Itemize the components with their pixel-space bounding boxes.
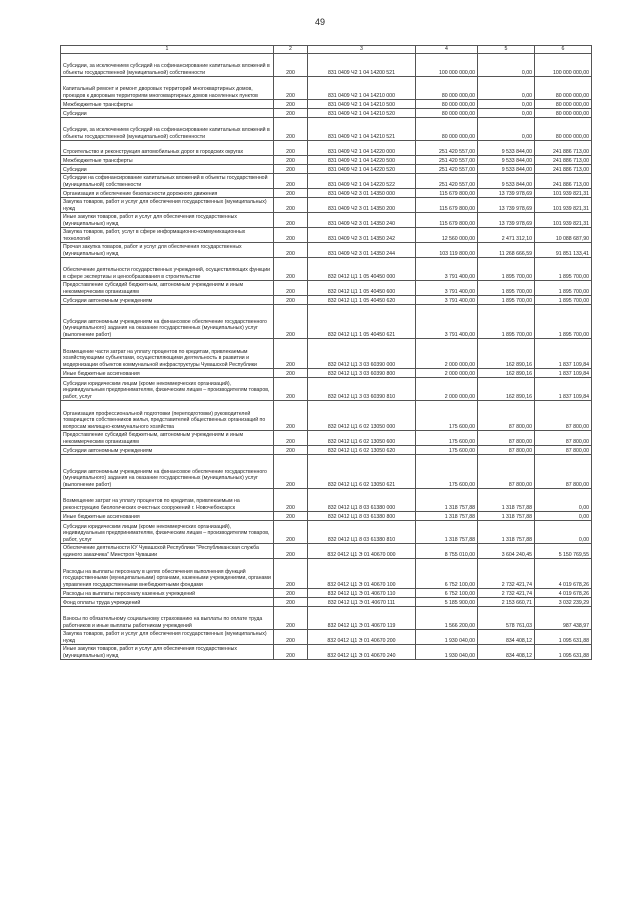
row-executed-cell: 0,00 — [478, 109, 535, 118]
row-code-cell: 832 0412 Ц1 6 02 13050 600 — [308, 431, 416, 446]
row-remainder-cell: 0,00 — [535, 489, 592, 512]
row-name-cell: Субсидии автономным учреждениям на финансовое обеспечение государственного (муниципального) задания на оказание государственных (муниципальных) услуг (выполнение работ) — [61, 455, 274, 489]
table-row — [61, 54, 592, 77]
row-name-cell: Организация и обеспечение безопасности дорожного движения — [61, 189, 274, 198]
row-code-cell: 832 0412 Ц1 8 03 61380 810 — [308, 521, 416, 544]
row-planned-cell: 251 420 557,00 — [416, 141, 478, 156]
row-group-cell: 200 — [274, 281, 308, 296]
page-number: 49 — [314, 17, 325, 27]
row-name-cell: Иные бюджетные ассигнования — [61, 369, 274, 378]
table-row — [61, 369, 592, 378]
row-executed-cell: 834 408,12 — [478, 630, 535, 645]
row-remainder-cell: 101 939 821,31 — [535, 213, 592, 228]
row-executed-cell: 162 890,16 — [478, 369, 535, 378]
row-name-cell: Возмещение затрат на уплату процентов по кредитам, привлекаемым на реконструкцию биологических очистных сооружений г. Новочебоксарск — [61, 489, 274, 512]
row-group-cell: 200 — [274, 296, 308, 305]
row-name-cell: Обеспечение деятельности КУ Чувашской Республики "Республиканская служба единого заказчика" Минстроя Чувашии — [61, 544, 274, 559]
row-code-cell: 832 0412 Ц1 Э 01 40670 110 — [308, 589, 416, 598]
row-executed-cell: 0,00 — [478, 100, 535, 109]
row-planned-cell: 2 000 000,00 — [416, 369, 478, 378]
row-remainder-cell: 241 886 713,00 — [535, 174, 592, 189]
row-code-cell: 832 0412 Ц1 Э 01 40670 100 — [308, 559, 416, 589]
row-code-cell: 831 0409 Ч2 3 01 14350 000 — [308, 189, 416, 198]
row-executed-cell: 9 533 844,00 — [478, 141, 535, 156]
row-group-cell: 200 — [274, 401, 308, 431]
row-remainder-cell: 80 000 000,00 — [535, 100, 592, 109]
column-header: 1 — [61, 46, 274, 54]
row-group-cell: 200 — [274, 645, 308, 660]
row-executed-cell: 2 732 421,74 — [478, 559, 535, 589]
row-code-cell: 832 0412 Ц1 1 05 40450 000 — [308, 258, 416, 281]
row-code-cell: 831 0409 Ч2 3 01 14350 200 — [308, 198, 416, 213]
row-name-cell: Иные бюджетные ассигнования — [61, 512, 274, 521]
row-name-cell: Межбюджетные трансферты — [61, 100, 274, 109]
row-group-cell: 200 — [274, 512, 308, 521]
row-executed-cell: 87 800,00 — [478, 431, 535, 446]
row-group-cell: 200 — [274, 189, 308, 198]
row-name-cell: Капитальный ремонт и ремонт дворовых территорий многоквартирных домов, проездов к дворовым территориям многоквартирных домов населенных пунктов — [61, 77, 274, 100]
row-executed-cell: 1 318 757,88 — [478, 489, 535, 512]
table-row — [61, 174, 592, 189]
row-code-cell: 832 0412 Ц1 Э 01 40670 119 — [308, 607, 416, 630]
row-remainder-cell: 87 800,00 — [535, 401, 592, 431]
row-code-cell: 832 0412 Ц1 8 03 61380 800 — [308, 512, 416, 521]
row-planned-cell: 115 679 800,00 — [416, 198, 478, 213]
row-remainder-cell: 4 019 678,26 — [535, 589, 592, 598]
row-remainder-cell: 241 886 713,00 — [535, 165, 592, 174]
table-row — [61, 100, 592, 109]
row-group-cell: 200 — [274, 455, 308, 489]
row-planned-cell: 175 600,00 — [416, 455, 478, 489]
row-code-cell: 831 0409 Ч2 1 04 14220 522 — [308, 174, 416, 189]
table-row — [61, 589, 592, 598]
row-code-cell: 832 0412 Ц1 Э 01 40670 200 — [308, 630, 416, 645]
row-name-cell: Строительство и реконструкция автомобильных дорог в городских округах — [61, 141, 274, 156]
table-row — [61, 156, 592, 165]
row-code-cell: 832 0412 Ц1 3 03 60390 810 — [308, 378, 416, 401]
row-code-cell: 831 0409 Ч2 1 04 14210 520 — [308, 109, 416, 118]
row-name-cell: Возмещение части затрат на уплату процентов по кредитам, привлекаемым хозяйствующими субъектами, осуществляющими деятельность в развитии и модернизации объектов коммунальной инфраструктуры Чувашской Республики — [61, 339, 274, 369]
table-row — [61, 559, 592, 589]
row-executed-cell: 0,00 — [478, 54, 535, 77]
row-remainder-cell: 3 032 239,29 — [535, 598, 592, 607]
row-planned-cell: 251 420 557,00 — [416, 165, 478, 174]
row-remainder-cell: 1 837 109,84 — [535, 339, 592, 369]
row-planned-cell: 103 119 800,00 — [416, 243, 478, 258]
row-planned-cell: 80 000 000,00 — [416, 77, 478, 100]
row-remainder-cell: 91 851 133,41 — [535, 243, 592, 258]
row-planned-cell: 1 318 757,88 — [416, 521, 478, 544]
row-remainder-cell: 1 095 631,88 — [535, 645, 592, 660]
row-executed-cell: 1 895 700,00 — [478, 305, 535, 339]
row-group-cell: 200 — [274, 446, 308, 455]
row-group-cell: 200 — [274, 156, 308, 165]
row-executed-cell: 13 739 978,69 — [478, 198, 535, 213]
row-name-cell: Расходы на выплаты персоналу в целях обеспечения выполнения функций государственными (муниципальными) органами, казенными учреждениями, органами управления государственными внебюджетными фондами — [61, 559, 274, 589]
row-code-cell: 831 0409 Ч2 1 04 14200 521 — [308, 54, 416, 77]
row-group-cell: 200 — [274, 630, 308, 645]
row-executed-cell: 2 732 421,74 — [478, 589, 535, 598]
row-group-cell: 200 — [274, 109, 308, 118]
row-group-cell: 200 — [274, 369, 308, 378]
row-planned-cell: 5 185 900,00 — [416, 598, 478, 607]
table-row — [61, 489, 592, 512]
table-row — [61, 243, 592, 258]
row-remainder-cell: 5 150 769,55 — [535, 544, 592, 559]
column-header: 2 — [274, 46, 308, 54]
row-code-cell: 832 0412 Ц1 3 03 60390 000 — [308, 339, 416, 369]
row-group-cell: 200 — [274, 607, 308, 630]
table-row — [61, 521, 592, 544]
row-name-cell: Прочая закупка товаров, работ и услуг для обеспечения государственных (муниципальных) нужд — [61, 243, 274, 258]
row-executed-cell: 1 318 757,88 — [478, 521, 535, 544]
row-name-cell: Организация профессиональной подготовки (переподготовки) руководителей товариществ собственников жилья, представителей общественных организаций по вопросам жилищно-коммунального хозяйства — [61, 401, 274, 431]
row-group-cell: 200 — [274, 174, 308, 189]
row-remainder-cell: 1 095 631,88 — [535, 630, 592, 645]
row-remainder-cell: 0,00 — [535, 521, 592, 544]
row-group-cell: 200 — [274, 489, 308, 512]
row-name-cell: Субсидии, за исключением субсидий на софинансирование капитальных вложений в объекты государственной (муниципальной) собственности — [61, 54, 274, 77]
row-name-cell: Предоставление субсидий бюджетным, автономным учреждениям и иным некоммерческим организациям — [61, 281, 274, 296]
row-group-cell: 200 — [274, 544, 308, 559]
row-name-cell: Обеспечение деятельности государственных учреждений, осуществляющих функции в сфере экспертизы и ценообразования в строительстве — [61, 258, 274, 281]
row-planned-cell: 1 318 757,88 — [416, 489, 478, 512]
row-code-cell: 832 0412 Ц1 Э 01 40670 111 — [308, 598, 416, 607]
row-planned-cell: 3 791 400,00 — [416, 281, 478, 296]
row-planned-cell: 1 318 757,88 — [416, 512, 478, 521]
row-code-cell: 831 0409 Ч2 1 04 14220 000 — [308, 141, 416, 156]
row-group-cell: 200 — [274, 521, 308, 544]
table-row — [61, 258, 592, 281]
table-row — [61, 198, 592, 213]
row-code-cell: 832 0412 Ц1 3 03 60390 800 — [308, 369, 416, 378]
row-planned-cell: 2 000 000,00 — [416, 378, 478, 401]
row-remainder-cell: 1 895 700,00 — [535, 296, 592, 305]
column-header: 5 — [478, 46, 535, 54]
row-executed-cell: 9 533 844,00 — [478, 174, 535, 189]
row-planned-cell: 2 000 000,00 — [416, 339, 478, 369]
row-group-cell: 200 — [274, 213, 308, 228]
row-group-cell: 200 — [274, 141, 308, 156]
row-group-cell: 200 — [274, 77, 308, 100]
table-row — [61, 446, 592, 455]
row-name-cell: Закупка товаров, работ, услуг в сфере информационно-коммуникационных технологий — [61, 228, 274, 243]
row-planned-cell: 3 791 400,00 — [416, 296, 478, 305]
row-remainder-cell: 0,00 — [535, 512, 592, 521]
row-code-cell: 832 0412 Ц1 1 05 40450 620 — [308, 296, 416, 305]
column-header: 3 — [308, 46, 416, 54]
row-remainder-cell: 101 939 821,31 — [535, 198, 592, 213]
table-row — [61, 305, 592, 339]
row-remainder-cell: 87 800,00 — [535, 455, 592, 489]
row-executed-cell: 0,00 — [478, 77, 535, 100]
row-executed-cell: 87 800,00 — [478, 401, 535, 431]
row-executed-cell: 13 739 978,69 — [478, 189, 535, 198]
table-row — [61, 141, 592, 156]
table-row — [61, 118, 592, 141]
row-name-cell: Закупка товаров, работ и услуг для обеспечения государственных (муниципальных) нужд — [61, 198, 274, 213]
row-name-cell: Субсидии автономным учреждениям — [61, 296, 274, 305]
row-name-cell: Иные закупки товаров, работ и услуг для обеспечения государственных (муниципальных) нужд — [61, 645, 274, 660]
row-group-cell: 200 — [274, 378, 308, 401]
row-group-cell: 200 — [274, 165, 308, 174]
row-name-cell: Закупка товаров, работ и услуг для обеспечения государственных (муниципальных) нужд — [61, 630, 274, 645]
row-executed-cell: 578 761,03 — [478, 607, 535, 630]
row-code-cell: 831 0409 Ч2 1 04 14210 000 — [308, 77, 416, 100]
row-code-cell: 832 0412 Ц1 1 05 40450 621 — [308, 305, 416, 339]
row-planned-cell: 251 420 557,00 — [416, 174, 478, 189]
row-planned-cell: 80 000 000,00 — [416, 109, 478, 118]
row-executed-cell: 9 533 844,00 — [478, 156, 535, 165]
table-row — [61, 512, 592, 521]
table-row — [61, 281, 592, 296]
row-code-cell: 832 0412 Ц1 Э 01 40670 240 — [308, 645, 416, 660]
row-planned-cell: 1 930 040,00 — [416, 645, 478, 660]
row-name-cell: Субсидии автономным учреждениям — [61, 446, 274, 455]
row-executed-cell: 3 604 240,45 — [478, 544, 535, 559]
row-name-cell: Фонд оплаты труда учреждений — [61, 598, 274, 607]
row-executed-cell: 87 800,00 — [478, 446, 535, 455]
row-planned-cell: 8 755 010,00 — [416, 544, 478, 559]
row-code-cell: 831 0409 Ч2 1 04 14220 500 — [308, 156, 416, 165]
row-code-cell: 831 0409 Ч2 3 01 14350 240 — [308, 213, 416, 228]
row-executed-cell: 13 739 978,69 — [478, 213, 535, 228]
table-row — [61, 455, 592, 489]
row-code-cell: 832 0412 Ц1 6 02 13050 621 — [308, 455, 416, 489]
row-planned-cell: 6 752 100,00 — [416, 559, 478, 589]
row-executed-cell: 87 800,00 — [478, 455, 535, 489]
row-planned-cell: 6 752 100,00 — [416, 589, 478, 598]
table-row — [61, 228, 592, 243]
table-row — [61, 607, 592, 630]
row-name-cell: Иные закупки товаров, работ и услуг для обеспечения государственных (муниципальных) нужд — [61, 213, 274, 228]
table-row — [61, 630, 592, 645]
row-planned-cell: 175 600,00 — [416, 446, 478, 455]
row-remainder-cell: 87 800,00 — [535, 446, 592, 455]
row-group-cell: 200 — [274, 228, 308, 243]
column-header: 4 — [416, 46, 478, 54]
table-row — [61, 598, 592, 607]
row-planned-cell: 175 600,00 — [416, 431, 478, 446]
row-name-cell: Субсидии юридическим лицам (кроме некоммерческих организаций), индивидуальным предпринимателям, физическим лицам – производителям товаров, работ, услуг — [61, 378, 274, 401]
row-executed-cell: 834 408,12 — [478, 645, 535, 660]
row-group-cell: 200 — [274, 559, 308, 589]
row-group-cell: 200 — [274, 431, 308, 446]
row-group-cell: 200 — [274, 118, 308, 141]
row-planned-cell: 115 679 800,00 — [416, 213, 478, 228]
row-code-cell: 832 0412 Ц1 6 02 13050 000 — [308, 401, 416, 431]
row-planned-cell: 1 566 200,00 — [416, 607, 478, 630]
row-remainder-cell: 80 000 000,00 — [535, 118, 592, 141]
row-name-cell: Субсидии автономным учреждениям на финансовое обеспечение государственного (муниципального) задания на оказание государственных (муниципальных) услуг (выполнение работ) — [61, 305, 274, 339]
row-remainder-cell: 987 438,97 — [535, 607, 592, 630]
row-remainder-cell: 241 886 713,00 — [535, 141, 592, 156]
table-row — [61, 213, 592, 228]
row-planned-cell: 80 000 000,00 — [416, 100, 478, 109]
row-group-cell: 200 — [274, 339, 308, 369]
row-name-cell: Расходы на выплаты персоналу казенных учреждений — [61, 589, 274, 598]
table-row — [61, 431, 592, 446]
row-planned-cell: 251 420 557,00 — [416, 156, 478, 165]
row-executed-cell: 9 533 844,00 — [478, 165, 535, 174]
row-remainder-cell: 10 088 687,90 — [535, 228, 592, 243]
row-remainder-cell: 80 000 000,00 — [535, 77, 592, 100]
column-number-row — [61, 46, 592, 54]
row-group-cell: 200 — [274, 243, 308, 258]
table-row — [61, 296, 592, 305]
table-row — [61, 645, 592, 660]
table-row — [61, 189, 592, 198]
row-code-cell: 831 0409 Ч2 3 01 14350 244 — [308, 243, 416, 258]
row-name-cell: Взносы по обязательному социальному страхованию на выплаты по оплате труда работников и иные выплаты работникам учреждений — [61, 607, 274, 630]
row-code-cell: 832 0412 Ц1 8 03 61380 000 — [308, 489, 416, 512]
column-header: 6 — [535, 46, 592, 54]
row-group-cell: 200 — [274, 598, 308, 607]
row-remainder-cell: 1 837 109,84 — [535, 369, 592, 378]
row-name-cell: Субсидии юридическим лицам (кроме некоммерческих организаций), индивидуальным предпринимателям, физическим лицам – производителям товаров, работ, услуг — [61, 521, 274, 544]
row-remainder-cell: 1 895 700,00 — [535, 281, 592, 296]
row-remainder-cell: 1 895 700,00 — [535, 258, 592, 281]
table-row — [61, 544, 592, 559]
row-planned-cell: 100 000 000,00 — [416, 54, 478, 77]
row-executed-cell: 2 471 312,10 — [478, 228, 535, 243]
row-executed-cell: 1 318 757,88 — [478, 512, 535, 521]
row-code-cell: 832 0412 Ц1 Э 01 40670 000 — [308, 544, 416, 559]
row-code-cell: 832 0412 Ц1 6 02 13050 620 — [308, 446, 416, 455]
row-code-cell: 831 0409 Ч2 1 04 14210 521 — [308, 118, 416, 141]
row-planned-cell: 115 679 800,00 — [416, 189, 478, 198]
row-name-cell: Предоставление субсидий бюджетным, автономным учреждениям и иным некоммерческим организациям — [61, 431, 274, 446]
row-remainder-cell: 1 837 109,84 — [535, 378, 592, 401]
row-name-cell: Межбюджетные трансферты — [61, 156, 274, 165]
table-row — [61, 401, 592, 431]
row-executed-cell: 1 895 700,00 — [478, 258, 535, 281]
row-group-cell: 200 — [274, 198, 308, 213]
table-row — [61, 165, 592, 174]
row-planned-cell: 1 930 040,00 — [416, 630, 478, 645]
row-remainder-cell: 241 886 713,00 — [535, 156, 592, 165]
row-executed-cell: 1 895 700,00 — [478, 296, 535, 305]
row-executed-cell: 1 895 700,00 — [478, 281, 535, 296]
row-remainder-cell: 100 000 000,00 — [535, 54, 592, 77]
row-remainder-cell: 1 895 700,00 — [535, 305, 592, 339]
row-name-cell: Субсидии на софинансирование капитальных вложений в объекты государственной (муниципальной) собственности — [61, 174, 274, 189]
row-remainder-cell: 80 000 000,00 — [535, 109, 592, 118]
row-group-cell: 200 — [274, 100, 308, 109]
row-group-cell: 200 — [274, 54, 308, 77]
row-code-cell: 831 0409 Ч2 1 04 14220 520 — [308, 165, 416, 174]
row-planned-cell: 3 791 400,00 — [416, 258, 478, 281]
row-group-cell: 200 — [274, 589, 308, 598]
table-row — [61, 378, 592, 401]
row-planned-cell: 80 000 000,00 — [416, 118, 478, 141]
table-row — [61, 109, 592, 118]
row-code-cell: 831 0409 Ч2 3 01 14350 242 — [308, 228, 416, 243]
row-executed-cell: 162 890,16 — [478, 378, 535, 401]
row-name-cell: Субсидии, за исключением субсидий на софинансирование капитальных вложений в объекты государственной (муниципальной) собственности — [61, 118, 274, 141]
row-planned-cell: 3 791 400,00 — [416, 305, 478, 339]
row-executed-cell: 0,00 — [478, 118, 535, 141]
row-code-cell: 832 0412 Ц1 1 05 40450 600 — [308, 281, 416, 296]
row-remainder-cell: 87 800,00 — [535, 431, 592, 446]
table-row — [61, 77, 592, 100]
table-row — [61, 339, 592, 369]
row-remainder-cell: 101 939 821,31 — [535, 189, 592, 198]
row-name-cell: Субсидии — [61, 165, 274, 174]
row-executed-cell: 162 890,16 — [478, 339, 535, 369]
row-remainder-cell: 4 019 678,26 — [535, 559, 592, 589]
row-planned-cell: 175 600,00 — [416, 401, 478, 431]
row-group-cell: 200 — [274, 305, 308, 339]
row-executed-cell: 11 268 666,59 — [478, 243, 535, 258]
row-planned-cell: 12 560 000,00 — [416, 228, 478, 243]
row-code-cell: 831 0409 Ч2 1 04 14210 500 — [308, 100, 416, 109]
budget-table — [60, 45, 592, 660]
row-executed-cell: 2 153 660,71 — [478, 598, 535, 607]
row-name-cell: Субсидии — [61, 109, 274, 118]
row-group-cell: 200 — [274, 258, 308, 281]
